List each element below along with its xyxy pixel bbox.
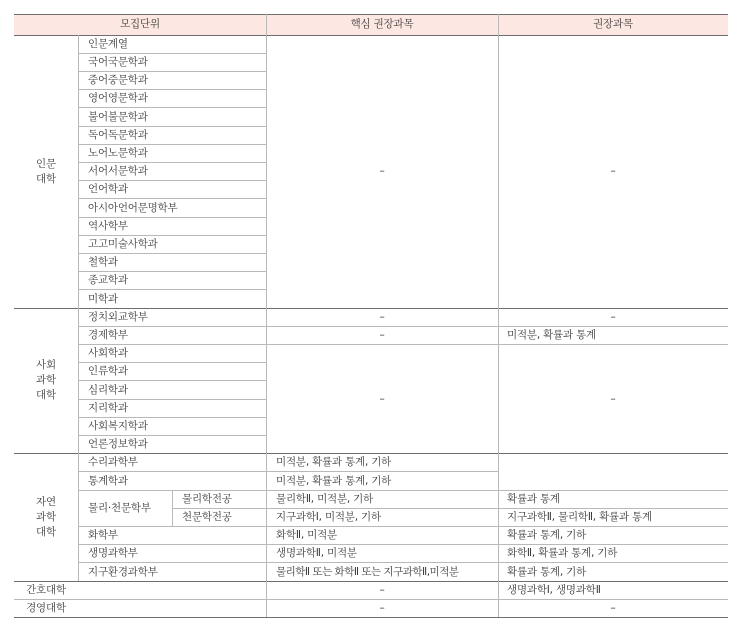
dept-name: 언론정보학과	[88, 438, 148, 450]
header-recommended: 권장과목	[593, 18, 633, 30]
row-divider	[78, 544, 728, 545]
politics-core: –	[379, 311, 385, 323]
dept-name: 생명과학부	[88, 547, 138, 559]
social-rest-rec: –	[610, 393, 616, 405]
politics-rec: –	[610, 311, 616, 323]
dept-name: 언어학과	[88, 183, 128, 195]
astro-core: 지구과학Ⅰ, 미적분, 기하	[276, 511, 381, 523]
header-unit: 모집단위	[120, 18, 160, 30]
life-core: 생명과학Ⅱ, 미적분	[276, 547, 357, 559]
table-bottom-border	[14, 617, 728, 618]
college-humanities: 인문 대학	[36, 158, 56, 185]
dept-name: 수리과학부	[88, 456, 138, 468]
business-core: –	[379, 602, 385, 614]
earth-core: 물리학Ⅱ 또는 화학Ⅱ 또는 지구과학Ⅱ,미적분	[276, 566, 459, 578]
nursing-rec: 생명과학Ⅰ, 생명과학Ⅱ	[507, 584, 601, 596]
dept-name: 역사학부	[88, 220, 128, 232]
math-core: 미적분, 확률과 통계, 기하	[276, 456, 392, 468]
dept-name: 사회학과	[88, 347, 128, 359]
stats-core: 미적분, 확률과 통계, 기하	[276, 475, 392, 487]
dept-name: 서어서문학과	[88, 165, 148, 177]
dept-name: 노어노문학과	[88, 147, 148, 159]
dept-name: 심리학과	[88, 384, 128, 396]
dept-name: 인문계열	[88, 38, 128, 50]
social-rest-core: –	[379, 393, 385, 405]
dept-name: 독어독문학과	[88, 129, 148, 141]
dept-name: 통계학과	[88, 475, 128, 487]
nursing-core: –	[379, 584, 385, 596]
dept-name: 화학부	[88, 529, 118, 541]
econ-core: –	[379, 329, 385, 341]
econ-rec: 미적분, 확률과 통계	[507, 329, 596, 341]
col-divider	[172, 490, 173, 526]
dept-name: 정치외교학부	[88, 311, 148, 323]
col-divider	[78, 35, 79, 581]
row-divider	[78, 490, 728, 491]
dept-name: 인류학과	[88, 365, 128, 377]
dept-name: 종교학과	[88, 274, 128, 286]
dept-name: 지구환경과학부	[88, 566, 158, 578]
major-name: 물리학전공	[182, 493, 232, 505]
college-nursing: 간호대학	[26, 584, 66, 596]
dept-name: 경제학부	[88, 329, 128, 341]
dept-name: 사회복지학과	[88, 420, 148, 432]
physics-core: 물리학Ⅱ, 미적분, 기하	[276, 493, 374, 505]
business-rec: –	[610, 602, 616, 614]
college-natural: 자연 과학 대학	[36, 496, 56, 538]
dept-name: 국어국문학과	[88, 56, 148, 68]
dept-name: 영어영문학과	[88, 92, 148, 104]
dept-name: 고고미술사학과	[88, 238, 158, 250]
humanities-core: –	[379, 165, 385, 177]
major-name: 천문학전공	[182, 511, 232, 523]
college-social: 사회 과학 대학	[36, 359, 56, 401]
dept-name: 미학과	[88, 293, 118, 305]
dept-name: 불어불문학과	[88, 111, 148, 123]
dept-name: 아시아언어문명학부	[88, 202, 178, 214]
chem-core: 화학Ⅱ, 미적분	[276, 529, 337, 541]
row-divider	[78, 344, 728, 345]
astro-rec: 지구과학Ⅱ, 물리학Ⅱ, 확률과 통계	[507, 511, 652, 523]
earth-rec: 확률과 통계, 기하	[507, 566, 587, 578]
physics-rec: 확률과 통계	[507, 493, 560, 505]
college-business: 경영대학	[26, 602, 66, 614]
life-rec: 화학Ⅱ, 확률과 통계, 기하	[507, 547, 618, 559]
dept-name: 중어중문학과	[88, 74, 148, 86]
dept-name: 지리학과	[88, 402, 128, 414]
row-divider	[78, 526, 728, 527]
header-core: 핵심 권장과목	[350, 18, 414, 30]
humanities-rec: –	[610, 165, 616, 177]
chem-rec: 확률과 통계, 기하	[507, 529, 587, 541]
dept-name: 철학과	[88, 256, 118, 268]
dept-name: 물리·천문학부	[88, 502, 151, 514]
